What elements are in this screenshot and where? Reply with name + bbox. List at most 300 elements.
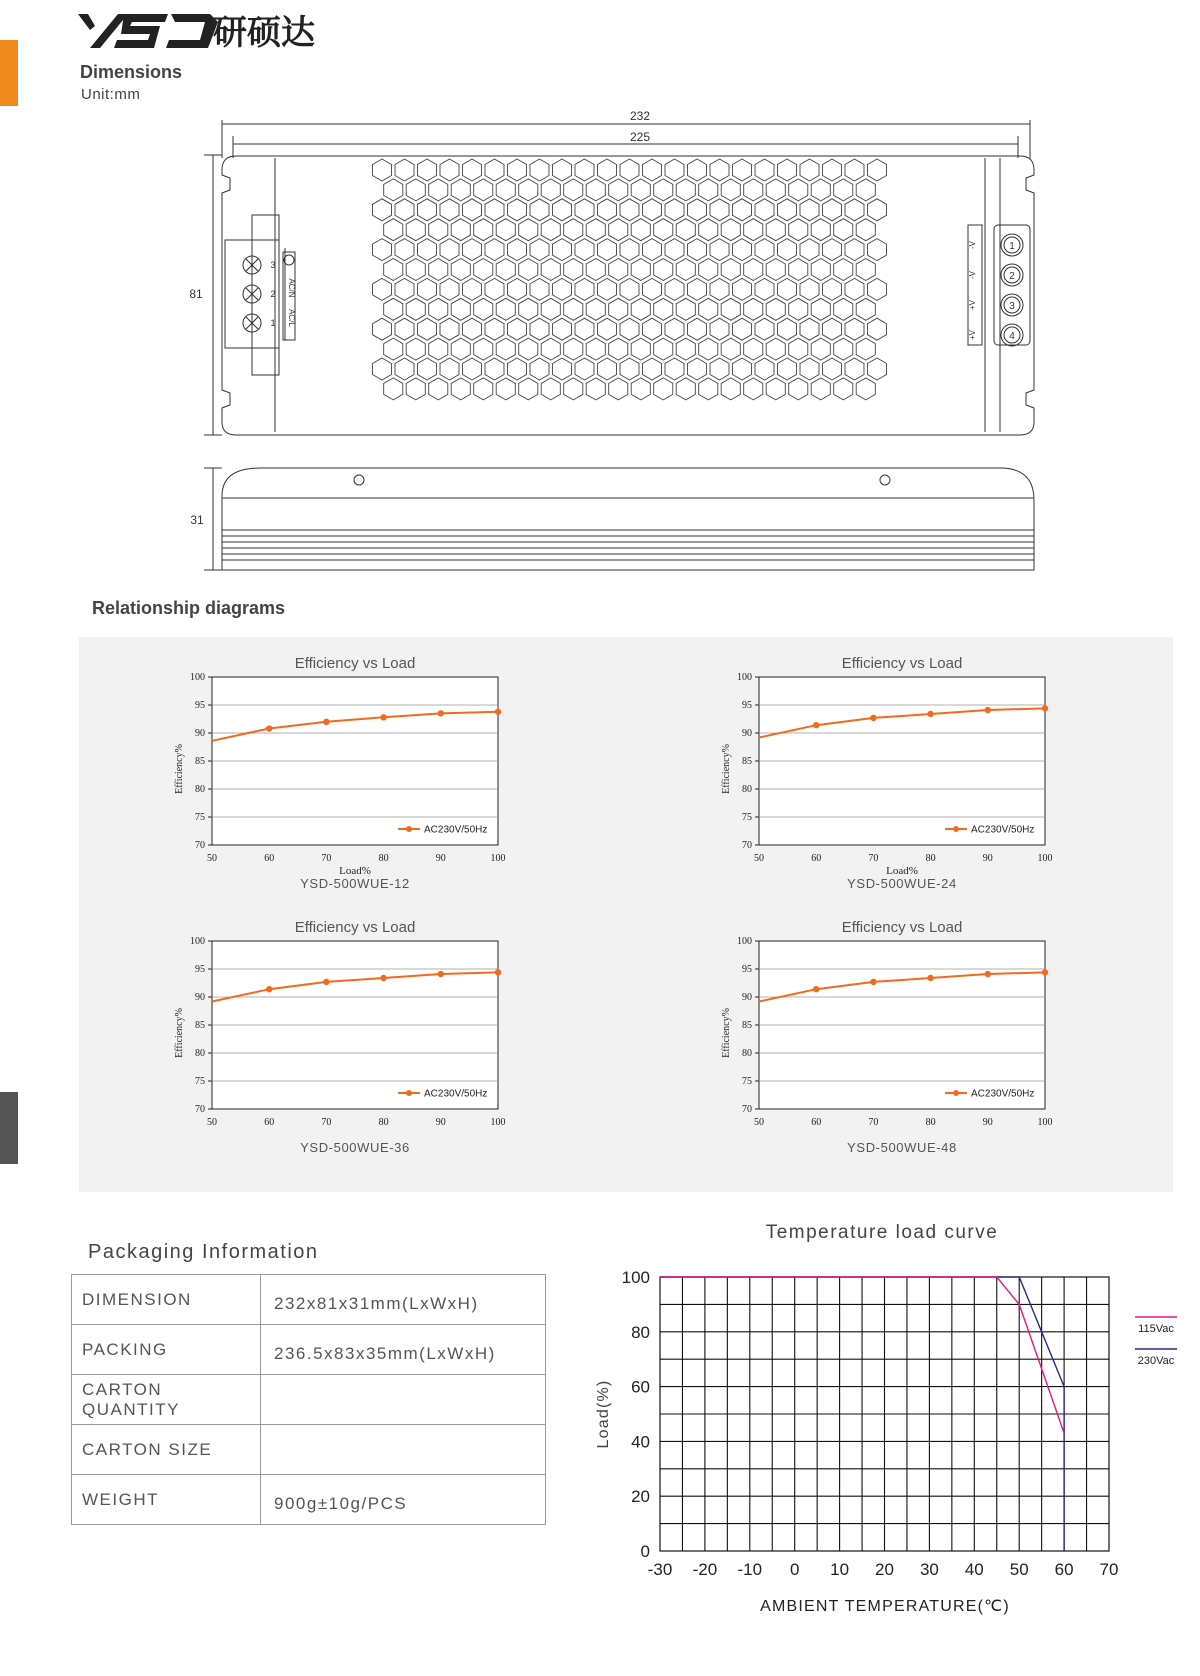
dim-width: 81 — [189, 287, 203, 301]
vent-hole — [631, 259, 650, 281]
series-point — [1042, 969, 1048, 975]
vent-hole — [755, 318, 774, 340]
vent-hole — [688, 278, 707, 300]
vent-hole — [463, 278, 482, 300]
vent-hole — [429, 298, 448, 320]
vent-hole — [733, 199, 752, 221]
output-label-1: -V — [968, 241, 977, 249]
series-point — [1042, 705, 1048, 711]
legend-label: 115Vac — [1138, 1323, 1174, 1335]
y-tick-label: 85 — [742, 756, 752, 767]
x-tick-label: 90 — [435, 853, 446, 864]
vent-hole — [519, 298, 538, 320]
vent-hole — [553, 318, 572, 340]
vent-hole — [463, 199, 482, 221]
vent-hole — [564, 298, 583, 320]
y-tick-label: 70 — [195, 1104, 205, 1115]
vent-hole — [530, 318, 549, 340]
table-row — [72, 1275, 546, 1325]
vent-hole — [845, 278, 864, 300]
vent-hole — [766, 219, 785, 241]
vent-hole — [508, 318, 527, 340]
output-pin-number: 3 — [1009, 301, 1015, 312]
vent-hole — [530, 358, 549, 380]
vent-hole — [710, 159, 729, 181]
vent-hole — [834, 179, 853, 201]
vent-hole — [845, 199, 864, 221]
vent-hole — [789, 259, 808, 281]
vent-hole — [744, 219, 763, 241]
vent-hole — [474, 378, 493, 400]
vent-hole — [868, 278, 887, 300]
efficiency-chart-48 — [717, 916, 1097, 1170]
x-tick-label: 60 — [811, 1117, 822, 1128]
vent-hole — [564, 219, 583, 241]
vent-hole — [586, 219, 605, 241]
vent-hole — [496, 179, 515, 201]
vent-hole — [868, 199, 887, 221]
vent-hole — [834, 219, 853, 241]
x-axis-label: Load% — [339, 865, 371, 877]
x-tick-label: 50 — [754, 853, 764, 864]
x-tick-label: 80 — [925, 853, 936, 864]
vent-hole — [395, 199, 414, 221]
model-label: YSD-500WUE-24 — [847, 876, 957, 891]
input-name-acn: AC/N — [287, 278, 296, 298]
vent-hole — [598, 199, 617, 221]
vent-hole — [553, 159, 572, 181]
vent-hole — [834, 338, 853, 360]
x-tick-label: 60 — [811, 853, 822, 864]
vent-hole — [598, 358, 617, 380]
vent-hole — [541, 219, 560, 241]
vent-hole — [834, 259, 853, 281]
series-point — [813, 986, 819, 992]
vent-hole — [418, 358, 437, 380]
vent-hole — [406, 378, 425, 400]
vent-hole — [654, 259, 673, 281]
packaging-table — [71, 1274, 546, 1525]
vent-hole — [755, 358, 774, 380]
y-axis-label: Efficiency% — [721, 744, 732, 794]
vent-hole — [789, 179, 808, 201]
vent-hole — [451, 259, 470, 281]
legend-label: AC230V/50Hz — [971, 1088, 1035, 1100]
side-accent-orange — [0, 40, 18, 106]
vent-hole — [699, 179, 718, 201]
model-label: YSD-500WUE-12 — [300, 876, 410, 891]
vent-hole — [688, 159, 707, 181]
y-tick-label: 100 — [737, 672, 752, 683]
vent-hole — [665, 159, 684, 181]
vent-hole — [463, 318, 482, 340]
vent-hole — [496, 378, 515, 400]
y-tick-label: 75 — [195, 812, 205, 823]
vent-hole — [811, 378, 830, 400]
x-tick-label: 30 — [919, 1560, 939, 1579]
x-tick-label: 100 — [1037, 853, 1053, 864]
vent-hole — [811, 259, 830, 281]
vent-hole — [429, 179, 448, 201]
y-tick-label: 85 — [195, 756, 205, 767]
vent-hole — [395, 239, 414, 261]
x-tick-label: 100 — [1037, 1117, 1053, 1128]
vent-hole — [564, 179, 583, 201]
vent-hole — [823, 318, 842, 340]
vent-hole — [710, 318, 729, 340]
vent-hole — [451, 378, 470, 400]
vent-hole — [519, 378, 538, 400]
pack-value-weight: 900g±10g/PCS — [261, 1475, 546, 1525]
x-tick-label: -30 — [647, 1560, 673, 1579]
output-pin-number: 2 — [1009, 271, 1015, 282]
dimensions-unit: Unit:mm — [81, 86, 141, 103]
vent-hole — [766, 338, 785, 360]
vent-hole — [856, 219, 875, 241]
vent-hole — [643, 159, 662, 181]
vent-hole — [789, 298, 808, 320]
vent-hole — [586, 259, 605, 281]
vent-hole — [373, 239, 392, 261]
series-point — [495, 709, 501, 715]
y-tick-label: 85 — [195, 1020, 205, 1031]
vent-hole — [586, 179, 605, 201]
x-tick-label: 50 — [207, 1117, 217, 1128]
vent-hole — [755, 278, 774, 300]
vent-hole — [778, 199, 797, 221]
vent-hole — [778, 278, 797, 300]
x-tick-label: 70 — [868, 853, 879, 864]
vent-hole — [463, 239, 482, 261]
vent-hole — [856, 298, 875, 320]
vent-hole — [440, 278, 459, 300]
y-tick-label: 40 — [631, 1432, 650, 1452]
x-axis-label: Load% — [886, 865, 918, 877]
vent-hole — [744, 338, 763, 360]
x-tick-label: 70 — [1099, 1560, 1119, 1579]
x-tick-label: 100 — [490, 853, 506, 864]
vent-hole — [575, 358, 594, 380]
vent-hole — [856, 259, 875, 281]
output-label-3: +V — [968, 299, 977, 311]
vent-hole — [541, 338, 560, 360]
vent-hole — [508, 278, 527, 300]
vent-hole — [811, 338, 830, 360]
vent-hole — [429, 259, 448, 281]
x-axis-label: AMBIENT TEMPERATURE(℃) — [760, 1598, 1010, 1615]
x-tick-label: 80 — [925, 1117, 936, 1128]
vent-hole — [463, 159, 482, 181]
vent-hole — [721, 338, 740, 360]
vent-hole — [845, 358, 864, 380]
pack-value-packing: 236.5x83x35mm(LxWxH) — [261, 1325, 546, 1375]
vent-hole — [519, 338, 538, 360]
y-tick-label: 90 — [742, 728, 752, 739]
x-tick-label: 90 — [435, 1117, 446, 1128]
vent-hole — [406, 179, 425, 201]
relationship-title: Relationship diagrams — [92, 598, 286, 618]
vent-hole — [440, 199, 459, 221]
vent-hole — [721, 378, 740, 400]
series-point — [813, 722, 819, 728]
vent-hole — [834, 378, 853, 400]
x-tick-label: 70 — [321, 1117, 332, 1128]
vent-hole — [553, 199, 572, 221]
x-tick-label: 80 — [378, 1117, 389, 1128]
vent-hole — [451, 219, 470, 241]
vent-hole — [609, 378, 628, 400]
vent-hole — [676, 219, 695, 241]
vent-hole — [811, 179, 830, 201]
table-row — [72, 1325, 546, 1375]
vent-hole — [553, 358, 572, 380]
vent-hole — [800, 358, 819, 380]
vent-hole — [643, 199, 662, 221]
series-point — [985, 971, 991, 977]
input-terminal-screws — [243, 255, 294, 332]
x-tick-label: 0 — [789, 1560, 800, 1579]
y-tick-label: 75 — [742, 1076, 752, 1087]
vent-hole — [699, 219, 718, 241]
legend-label: AC230V/50Hz — [971, 824, 1035, 836]
table-row — [72, 1475, 546, 1525]
series-point — [266, 725, 272, 731]
vent-hole — [823, 358, 842, 380]
vent-hole — [496, 338, 515, 360]
vent-hole — [598, 239, 617, 261]
vent-hole — [496, 259, 515, 281]
vent-hole — [676, 179, 695, 201]
vent-hole — [733, 318, 752, 340]
vent-hole — [406, 298, 425, 320]
vent-hole — [553, 239, 572, 261]
vent-hole — [643, 318, 662, 340]
vent-hole — [676, 338, 695, 360]
legend-label: AC230V/50Hz — [424, 824, 488, 836]
vent-hole — [631, 179, 650, 201]
vent-hole — [440, 239, 459, 261]
pack-label-carton-size: CARTON SIZE — [72, 1425, 261, 1475]
series-point — [870, 979, 876, 985]
series-point — [870, 715, 876, 721]
series-point — [985, 707, 991, 713]
series-point — [266, 986, 272, 992]
series-point — [323, 719, 329, 725]
y-tick-label: 90 — [195, 728, 205, 739]
vent-hole — [789, 219, 808, 241]
x-tick-label: 60 — [264, 853, 275, 864]
vent-hole — [856, 338, 875, 360]
vent-hole — [733, 159, 752, 181]
x-tick-label: 100 — [490, 1117, 506, 1128]
vent-hole — [710, 239, 729, 261]
vent-hole — [553, 278, 572, 300]
vent-hole — [755, 159, 774, 181]
vent-hole — [418, 159, 437, 181]
input-name-acl: AC/L — [287, 309, 296, 327]
output-label-4: +V — [968, 329, 977, 341]
vent-hole — [800, 199, 819, 221]
vent-hole — [508, 159, 527, 181]
vent-hole — [721, 219, 740, 241]
brand-cn-name: 研硕达 — [213, 14, 315, 52]
vent-hole — [519, 259, 538, 281]
vent-hole — [451, 338, 470, 360]
vent-hole — [823, 239, 842, 261]
x-tick-label: 60 — [1054, 1560, 1074, 1579]
vent-hole — [418, 239, 437, 261]
series-point — [927, 975, 933, 981]
vent-hole — [586, 378, 605, 400]
legend-label: 230Vac — [1137, 1355, 1175, 1367]
vent-hole — [744, 179, 763, 201]
vent-hole — [564, 259, 583, 281]
y-axis-label: Efficiency% — [174, 744, 185, 794]
x-tick-label: 50 — [207, 853, 217, 864]
vent-hole — [631, 338, 650, 360]
y-tick-label: 85 — [742, 1020, 752, 1031]
vent-hole — [620, 358, 639, 380]
vent-hole — [631, 298, 650, 320]
model-label: YSD-500WUE-48 — [847, 1140, 957, 1155]
pack-value-carton-quantity — [261, 1375, 546, 1425]
vent-hole — [620, 159, 639, 181]
vent-hole — [800, 318, 819, 340]
x-tick-label: 80 — [378, 853, 389, 864]
vent-hole — [721, 298, 740, 320]
vent-hole — [519, 179, 538, 201]
y-tick-label: 80 — [742, 784, 752, 795]
y-tick-label: 80 — [742, 1048, 752, 1059]
packaging-title: Packaging Information — [88, 1241, 319, 1263]
series-point — [495, 969, 501, 975]
vent-hole — [598, 318, 617, 340]
vent-hole — [598, 159, 617, 181]
vent-hole — [631, 219, 650, 241]
chart-title: Temperature load curve — [765, 1222, 999, 1243]
output-pin-number: 4 — [1009, 331, 1015, 342]
y-tick-label: 95 — [195, 700, 205, 711]
vent-hole — [721, 259, 740, 281]
x-tick-label: -10 — [737, 1560, 763, 1579]
y-tick-label: 60 — [631, 1377, 650, 1397]
vent-hole — [384, 338, 403, 360]
pack-value-carton-size — [261, 1425, 546, 1475]
vent-hole — [654, 338, 673, 360]
vent-hole — [508, 199, 527, 221]
vent-hole — [485, 239, 504, 261]
y-tick-label: 90 — [742, 992, 752, 1003]
chart-title: Efficiency vs Load — [294, 655, 416, 672]
y-tick-label: 75 — [742, 812, 752, 823]
x-tick-label: 60 — [264, 1117, 275, 1128]
x-tick-label: 20 — [875, 1560, 894, 1579]
vent-hole — [868, 318, 887, 340]
pack-label-dimension: DIMENSION — [72, 1275, 261, 1325]
vent-hole — [676, 378, 695, 400]
vent-hole — [598, 278, 617, 300]
vent-hole — [766, 298, 785, 320]
series-point — [380, 975, 386, 981]
vent-hole — [800, 278, 819, 300]
vent-hole — [474, 179, 493, 201]
vent-hole — [440, 318, 459, 340]
chart-title: Efficiency vs Load — [294, 919, 416, 936]
vent-hole — [800, 159, 819, 181]
efficiency-chart-36 — [170, 916, 550, 1170]
vent-hole — [778, 358, 797, 380]
vent-hole — [744, 378, 763, 400]
vent-hole — [508, 239, 527, 261]
vent-hole — [609, 219, 628, 241]
vent-hole — [845, 318, 864, 340]
vent-hole — [496, 219, 515, 241]
pack-label-weight: WEIGHT — [72, 1475, 261, 1525]
vent-hole — [395, 358, 414, 380]
y-tick-label: 100 — [621, 1268, 650, 1287]
vent-hole — [485, 278, 504, 300]
vent-hole — [856, 179, 875, 201]
vent-hole — [688, 318, 707, 340]
vent-hole — [665, 239, 684, 261]
vent-hole — [586, 338, 605, 360]
vent-hole — [688, 358, 707, 380]
vent-hole — [654, 378, 673, 400]
vent-hole — [789, 378, 808, 400]
y-tick-label: 70 — [742, 1104, 752, 1115]
vent-hole — [609, 259, 628, 281]
vent-hole — [519, 219, 538, 241]
vent-hole — [384, 378, 403, 400]
vent-hole — [710, 199, 729, 221]
vent-hole — [609, 338, 628, 360]
vent-hole — [665, 358, 684, 380]
vent-hole — [733, 239, 752, 261]
output-label-2: -V — [968, 271, 977, 279]
vent-hole — [575, 278, 594, 300]
vent-hole — [868, 358, 887, 380]
vent-hole — [721, 179, 740, 201]
series-point — [380, 714, 386, 720]
x-tick-label: 90 — [982, 1117, 993, 1128]
chart-title: Efficiency vs Load — [841, 655, 963, 672]
x-tick-label: 70 — [868, 1117, 879, 1128]
vent-hole — [654, 298, 673, 320]
vent-hole — [429, 338, 448, 360]
vent-hole — [654, 179, 673, 201]
vent-hole — [733, 358, 752, 380]
input-label-2: 2 — [270, 289, 276, 299]
vent-hole — [474, 259, 493, 281]
y-tick-label: 80 — [195, 1048, 205, 1059]
chart-title: Efficiency vs Load — [841, 919, 963, 936]
vent-hole — [856, 378, 875, 400]
side-accent-gray — [0, 1092, 18, 1164]
vent-hole — [710, 278, 729, 300]
vent-hole — [868, 159, 887, 181]
vent-hole — [676, 259, 695, 281]
vent-hole — [564, 378, 583, 400]
vent-hole — [530, 159, 549, 181]
y-tick-label: 0 — [640, 1542, 650, 1561]
legend-label: AC230V/50Hz — [424, 1088, 488, 1100]
y-axis-label: Load(%) — [595, 1379, 612, 1449]
vent-hole — [665, 318, 684, 340]
vent-hole — [530, 199, 549, 221]
vent-hole — [373, 358, 392, 380]
y-tick-label: 95 — [742, 964, 752, 975]
vent-hole — [800, 239, 819, 261]
